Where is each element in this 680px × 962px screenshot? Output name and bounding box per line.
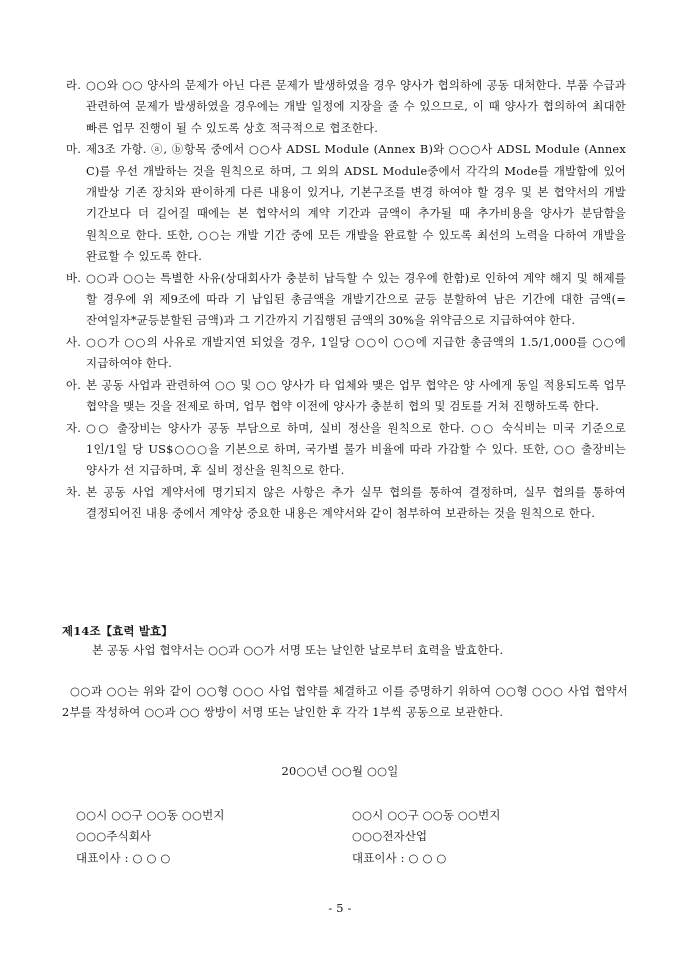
party-left-company: ○○○주식회사 [76,829,152,844]
party-right-company: ○○○전자산업 [352,829,428,844]
clause-item-ra [66,75,626,139]
party-right-address: ○○시 ○○구 ○○동 ○○번지 [352,808,501,822]
clause-marker: 라. [66,78,82,92]
clause-marker: 자. [66,420,82,435]
contract-date: 20○○년 ○○월 ○○일 [281,764,399,778]
page-number: - 5 - [328,901,352,915]
clause-marker: 아. [66,377,82,392]
clause-marker: 사. [66,334,82,349]
clause-text: ○○가 ○○의 사유로 개발지연 되었을 경우, 1일당 ○○이 ○○에 지급한 총금액의 1.5/1,000를 ○○에 지급하여야 한다. [86,334,626,371]
clause-marker: 바. [66,270,82,285]
clause-text: ○○과 ○○는 특별한 사유(상대회사가 충분히 납득할 수 있는 경우에 한함)로 인하여 계약 해지 및 해제를 할 경우에 위 제9조에 따라 기 납입된 총금액을 개발기간으로 균등 분할하여 남은 기간에 대한 금액(=잔여일자*균등분할된 금액)과 그 기간까지 기집행된 금액의 30%을 위약금으로 지급하여야 한다. [86,270,626,328]
clause-text: ○○ 출장비는 양사가 공동 부담으로 하며, 실비 정산을 원칙으로 한다. ○○ 숙식비는 미국 기준으로 1인/1일 당 US$○○○을 기본으로 하며, 국가별 물가 비율에 따라 가감할 수 있다. 또한, ○○ 출장비는 양사가 선 지급하며, 후 실비 정산을 원칙으로 한다. [86,420,626,478]
article-14-body: 본 공동 사업 협약서는 ○○과 ○○가 서명 또는 날인한 날로부터 효력을 발효한다. [92,643,504,657]
party-left-ceo: 대표이사 : ○ ○ ○ [76,850,171,865]
clause-item-cha [66,482,626,525]
closing-paragraph: ○○과 ○○는 위와 같이 ○○형 ○○○ 사업 협약를 체결하고 이를 증명하기 위하여 ○○형 ○○○ 사업 협약서 2부를 작성하여 ○○과 ○○ 쌍방이 서명 또는 날인한 후 각각 1부씩 공동으로 보관한다. [62,684,629,720]
clause-item-ma [66,139,626,267]
party-right-block [352,805,612,869]
clause-item-ba [66,268,626,332]
clause-item-ja [66,418,626,482]
clause-list [66,75,626,525]
clause-item-sa [66,332,626,375]
article-14-title: 제14조【효력 발효】 [62,624,173,638]
clause-marker: 마. [66,142,82,157]
party-left-block [76,805,336,869]
clause-marker: 차. [66,484,82,499]
clause-item-a [66,375,626,418]
clause-text: 본 공동 사업 계약서에 명기되지 않은 사항은 추가 실무 협의를 통하여 결정하며, 실무 협의를 통하여 결정되어진 내용 중에서 계약상 중요한 내용은 계약서와 같이 첨부하여 보관하는 것을 원칙으로 한다. [86,484,626,521]
clause-text: 본 공동 사업과 관련하여 ○○ 및 ○○ 양사가 타 업체와 맺은 업무 협약은 양 사에게 동일 적용되도록 업무 협약을 맺는 것을 전제로 하며, 업무 협약 이전에 양사가 충분히 협의 및 검토를 거쳐 진행하도록 한다. [86,377,626,414]
clause-text: 제3조 가항. ⓐ, ⓑ항목 중에서 ○○사 ADSL Module (Annex B)와 ○○○사 ADSL Module (Annex C)를 우선 개발하는 것을 원칙으로 하며, 그 외의 ADSL Module중에서 각각의 Mode를 개발함에 있어 개발상 기존 장치와 판이하게 다른 내용이 있거나, 기본구조를 변경 하여야 할 경우 및 본 협약서의 개발 기간보다 더 길어질 때에는 본 협약서의 계약 기간과 금액이 추가될 때 추가비용을 양사가 분담함을 원칙으로 한다. 또한, ○○는 개발 기간 중에 모든 개발을 완료할 수 있도록 최선의 노력을 다하여 개발을 완료할 수 있도록 한다. [86,142,626,264]
party-left-address: ○○시 ○○구 ○○동 ○○번지 [76,808,225,822]
party-right-ceo: 대표이사 : ○ ○ ○ [352,850,447,865]
clause-text: ○○와 ○○ 양사의 문제가 아닌 다른 문제가 발생하였을 경우 양사가 협의하에 공동 대처한다. 부품 수급과 관련하여 문제가 발생하였을 경우에는 개발 일정에 지장을 줄 수 있으므로, 이 때 양사가 협의하여 최대한 빠른 업무 진행이 될 수 있도록 상호 적극적으로 협조한다. [86,78,626,135]
